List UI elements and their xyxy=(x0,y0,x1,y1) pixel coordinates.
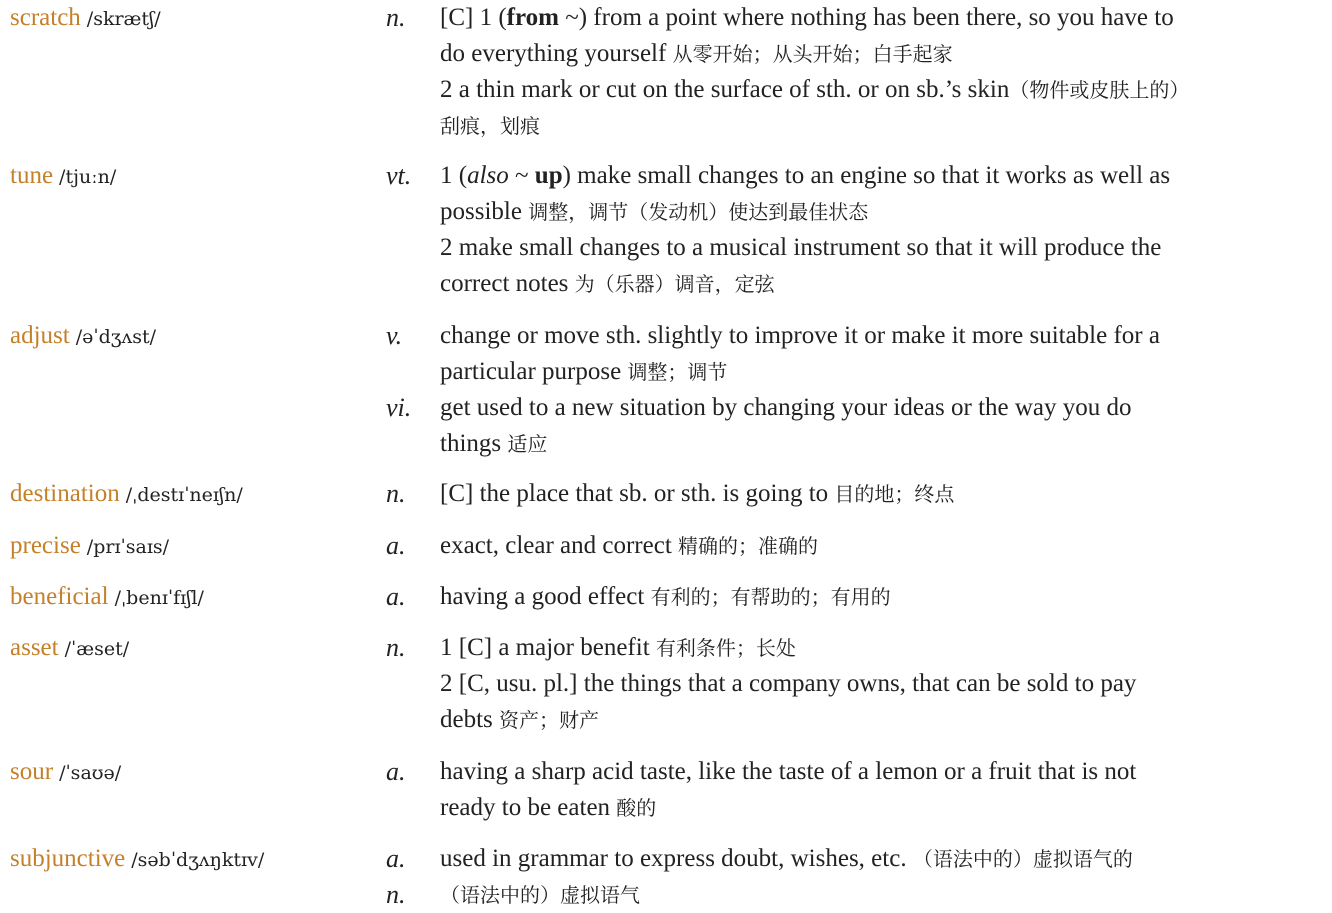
definition-text: 1 [C] a major benefit xyxy=(440,634,656,661)
glossary-entry xyxy=(0,318,1332,462)
definition xyxy=(440,390,1320,462)
definition-text: 1 ( xyxy=(440,162,468,189)
definition-text: possible xyxy=(440,198,529,225)
chinese-gloss: 目的地；终点 xyxy=(834,482,955,506)
glossary-entry xyxy=(0,528,1332,564)
pronunciation: /ˌdestɪˈneɪʃn/ xyxy=(125,484,243,506)
entry-headword xyxy=(10,630,129,667)
definition xyxy=(440,318,1320,390)
definition-text: up xyxy=(534,162,563,189)
sense xyxy=(386,158,1320,302)
headword: destination xyxy=(10,480,120,507)
entry-headword xyxy=(10,158,116,195)
definition-line xyxy=(440,266,1320,302)
entry-headword xyxy=(10,841,264,878)
definition-line xyxy=(440,426,1320,462)
definition-line xyxy=(440,194,1320,230)
headword: precise xyxy=(10,532,81,559)
headword: tune xyxy=(10,162,54,189)
chinese-gloss: 调整，调节（发动机）使达到最佳状态 xyxy=(528,200,869,224)
definition-line xyxy=(440,579,1320,615)
definition xyxy=(440,158,1320,302)
definition-text: [C] the place that sb. or sth. is going to xyxy=(440,480,835,507)
pronunciation: /səbˈdʒʌŋktɪv/ xyxy=(131,849,265,871)
part-of-speech: n. xyxy=(386,880,406,909)
sense xyxy=(386,630,1320,738)
headword: scratch xyxy=(10,4,81,31)
part-of-speech: v. xyxy=(386,321,403,350)
headword: subjunctive xyxy=(10,845,126,872)
definition-line xyxy=(440,158,1320,194)
chinese-gloss: 从零开始；从头开始；白手起家 xyxy=(672,42,953,66)
pronunciation: /ˈsaʊə/ xyxy=(59,762,122,784)
pronunciation: /əˈdʒʌst/ xyxy=(75,326,156,348)
definition-line xyxy=(440,877,1320,913)
definition xyxy=(440,528,1320,564)
chinese-gloss: 酸的 xyxy=(616,796,657,820)
definition-text: particular purpose xyxy=(440,358,628,385)
chinese-gloss: （语法中的）虚拟语气的 xyxy=(912,847,1133,871)
definition-text: used in grammar to express doubt, wishes, etc. xyxy=(440,845,913,872)
definition-line xyxy=(440,666,1320,702)
chinese-gloss: 为（乐器）调音，定弦 xyxy=(574,272,775,296)
sense xyxy=(386,0,1320,144)
entry-headword xyxy=(10,579,204,616)
glossary-entry xyxy=(0,579,1332,615)
headword: beneficial xyxy=(10,583,109,610)
chinese-gloss: 适应 xyxy=(507,432,548,456)
definition xyxy=(440,579,1320,615)
part-of-speech: vt. xyxy=(386,161,412,190)
definition-text: do everything yourself xyxy=(440,40,673,67)
glossary-entry xyxy=(0,158,1332,302)
definition-text: exact, clear and correct xyxy=(440,532,679,559)
definition-line xyxy=(440,72,1320,108)
definition xyxy=(440,476,1320,512)
definition-line xyxy=(440,754,1320,790)
part-of-speech: a. xyxy=(386,582,406,611)
definition-line xyxy=(440,0,1320,36)
part-of-speech: a. xyxy=(386,757,406,786)
definition-text: things xyxy=(440,430,508,457)
headword: adjust xyxy=(10,322,70,349)
chinese-gloss: （物件或皮肤上的） xyxy=(1009,78,1190,102)
chinese-gloss: 调整；调节 xyxy=(627,360,728,384)
definition-line xyxy=(440,36,1320,72)
definition-text: ) make small changes to an engine so that it works as well as xyxy=(562,162,1171,189)
sense xyxy=(386,877,1320,913)
definition-line xyxy=(440,528,1320,564)
pronunciation: /tjuːn/ xyxy=(59,166,117,188)
chinese-gloss: 精确的；准确的 xyxy=(678,534,819,558)
sense xyxy=(386,579,1320,615)
glossary-entry xyxy=(0,754,1332,826)
definition-line xyxy=(440,476,1320,512)
definition xyxy=(440,0,1320,144)
definition-text: also xyxy=(467,162,509,189)
chinese-gloss: 有利的；有帮助的；有用的 xyxy=(650,585,891,609)
chinese-gloss: 有利条件；长处 xyxy=(655,636,796,660)
part-of-speech: a. xyxy=(386,844,406,873)
pronunciation: /prɪˈsaɪs/ xyxy=(86,536,170,558)
sense xyxy=(386,754,1320,826)
chinese-gloss: 资产；财产 xyxy=(499,708,600,732)
definition-text: [C] 1 ( xyxy=(440,4,507,31)
entry-headword xyxy=(10,0,161,37)
definition-line xyxy=(440,702,1320,738)
part-of-speech: n. xyxy=(386,3,406,32)
definition-text: from xyxy=(506,4,559,31)
sense xyxy=(386,390,1320,462)
glossary-entry xyxy=(0,476,1332,512)
definition-text: change or move sth. slightly to improve it or make it more suitable for a xyxy=(440,322,1160,349)
definition-text: 2 make small changes to a musical instrument so that it will produce the xyxy=(440,234,1162,261)
glossary-entry xyxy=(0,0,1332,144)
definition xyxy=(440,630,1320,738)
definition-text: 2 a thin mark or cut on the surface of sth. or on sb.’s skin xyxy=(440,76,1010,103)
sense xyxy=(386,528,1320,564)
part-of-speech: n. xyxy=(386,479,406,508)
definition-text: having a good effect xyxy=(440,583,651,610)
part-of-speech: a. xyxy=(386,531,406,560)
definition-line xyxy=(440,630,1320,666)
definition-line xyxy=(440,354,1320,390)
definition-line xyxy=(440,318,1320,354)
glossary-entry xyxy=(0,630,1332,738)
sense xyxy=(386,318,1320,390)
pronunciation: /ˈæset/ xyxy=(64,638,130,660)
definition xyxy=(440,877,1320,913)
sense xyxy=(386,476,1320,512)
headword: sour xyxy=(10,758,54,785)
entry-headword xyxy=(10,476,243,513)
definition-text: get used to a new situation by changing your ideas or the way you do xyxy=(440,394,1132,421)
definition-line xyxy=(440,230,1320,266)
entry-headword xyxy=(10,528,169,565)
pronunciation: /ˌbenɪˈfɪʃl/ xyxy=(114,587,204,609)
headword: asset xyxy=(10,634,59,661)
definition-text: ready to be eaten xyxy=(440,794,617,821)
definition-line xyxy=(440,108,1320,144)
definition xyxy=(440,754,1320,826)
sense xyxy=(386,841,1320,877)
definition-text: having a sharp acid taste, like the taste of a lemon or a fruit that is not xyxy=(440,758,1137,785)
definition xyxy=(440,841,1320,877)
entry-headword xyxy=(10,318,156,355)
part-of-speech: n. xyxy=(386,633,406,662)
definition-text: debts xyxy=(440,706,500,733)
definition-text: correct notes xyxy=(440,270,575,297)
chinese-gloss: 刮痕，划痕 xyxy=(440,114,540,138)
definition-line xyxy=(440,841,1320,877)
part-of-speech: vi. xyxy=(386,393,412,422)
definition-line xyxy=(440,390,1320,426)
definition-text: 2 [C, usu. pl.] the things that a company owns, that can be sold to pay xyxy=(440,670,1137,697)
glossary-entry xyxy=(0,841,1332,913)
definition-text: ~ xyxy=(508,162,535,189)
entry-headword xyxy=(10,754,121,791)
definition-line xyxy=(440,790,1320,826)
pronunciation: /skrætʃ/ xyxy=(86,8,161,30)
chinese-gloss: （语法中的）虚拟语气 xyxy=(440,883,640,907)
definition-text: ~) from a point where nothing has been there, so you have to xyxy=(558,4,1174,31)
